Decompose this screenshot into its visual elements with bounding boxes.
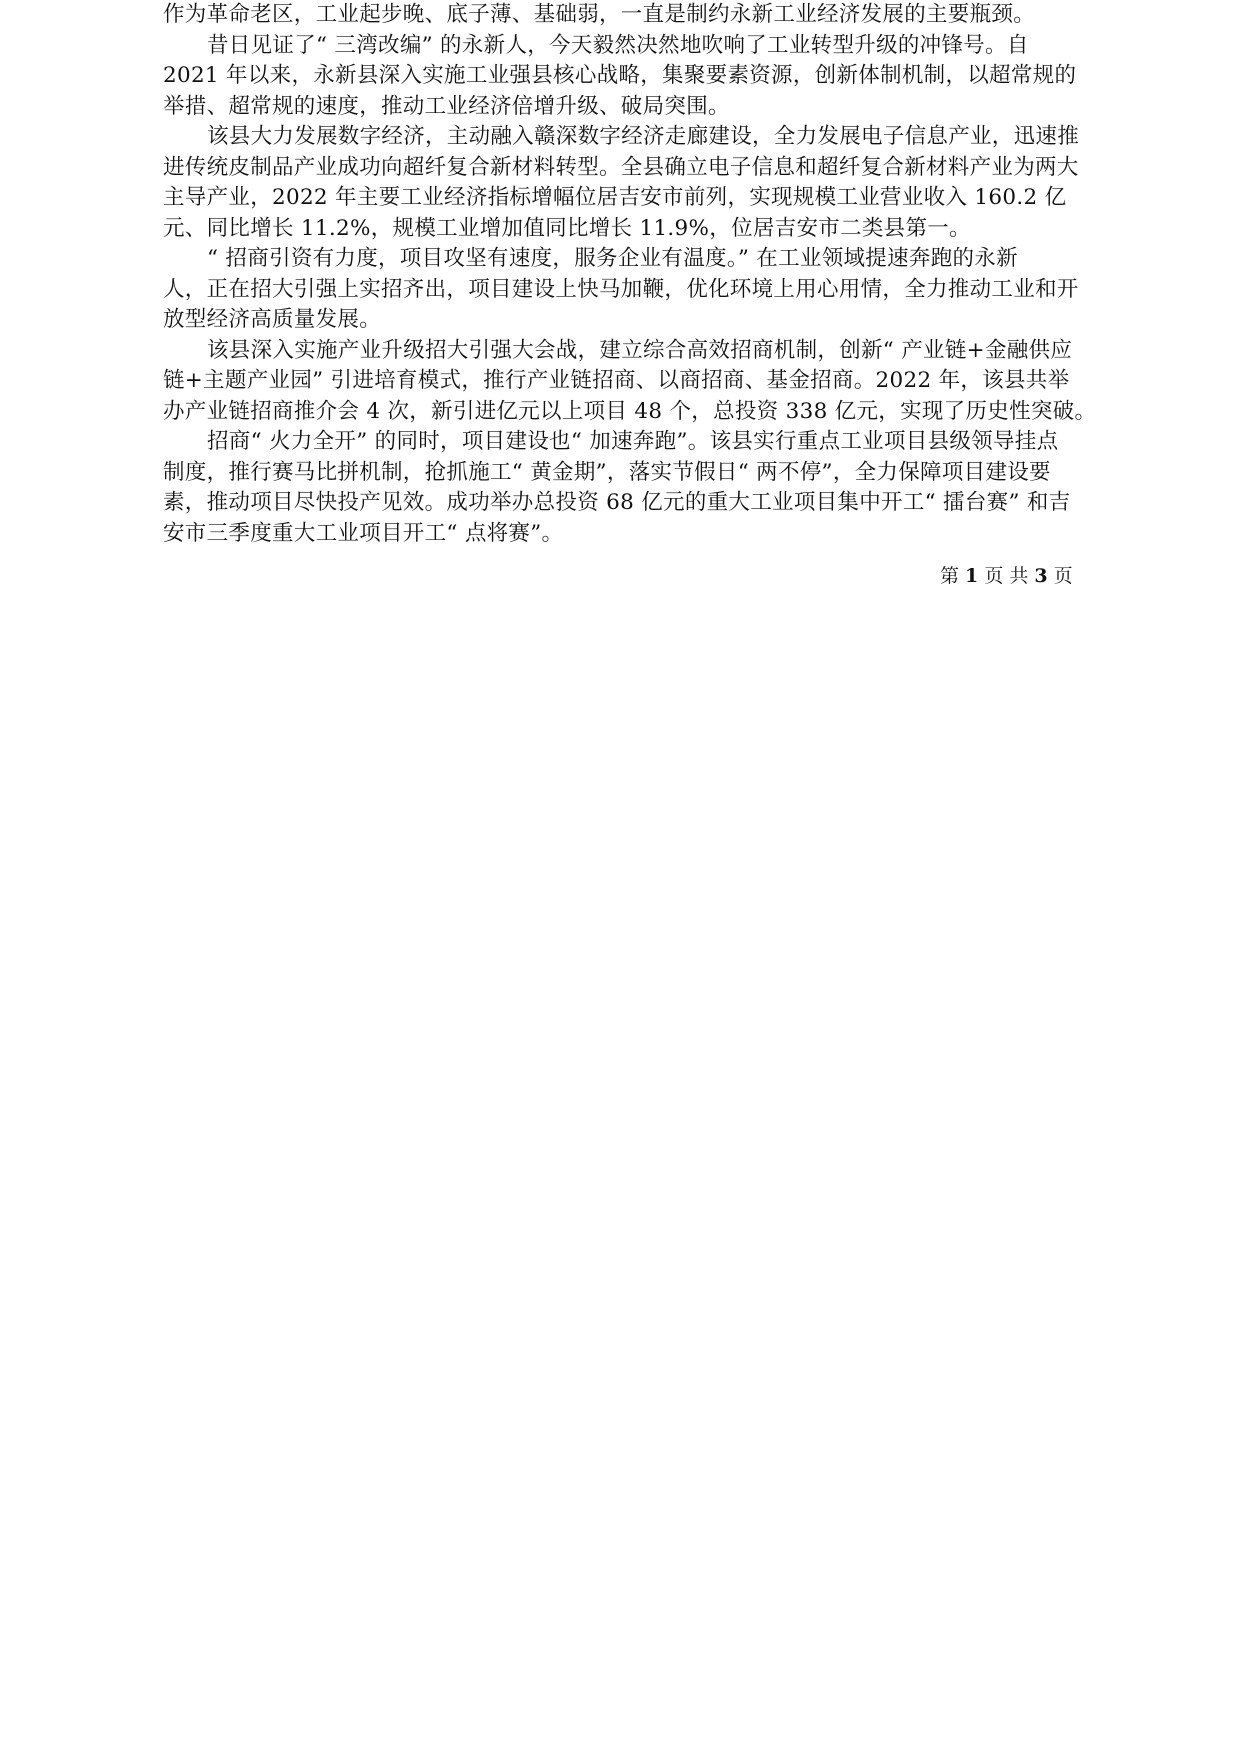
text-line: 安市三季度重大工业项目开工“ 点将赛”。 (163, 520, 564, 546)
footer-prefix: 第 (940, 565, 966, 587)
text-line: 链+主题产业园” 引进培育模式，推行产业链招商、以商招商、基金招商。2022 年，该县共举 (163, 368, 1070, 393)
text-line: 2021 年以来，永新县深入实施工业强县核心战略，集聚要素资源，创新体制机制，以超常规的 (163, 63, 1077, 88)
text-line: 该县大力发展数字经济，主动融入赣深数字经济走廊建设，全力发展电子信息产业，迅速推 (207, 124, 1080, 149)
page-number-footer (940, 564, 1073, 588)
total-pages-number: 3 (1034, 565, 1048, 587)
text-line: 制度，推行赛马比拼机制，抢抓施工“ 黄金期”，落实节假日“ 两不停”，全力保障项目建设要 (163, 459, 1051, 485)
article-body (163, 0, 1097, 549)
text-line: 招商“ 火力全开” 的同时，项目建设也“ 加速奔跑”。该县实行重点工业项目县级领导挂点 (207, 429, 1059, 454)
footer-middle: 页 共 (978, 565, 1035, 587)
text-line: 人，正在招大引强上实招齐出，项目建设上快马加鞭，优化环境上用心用情，全力推动工业和开 (163, 276, 1079, 302)
text-line: 办产业链招商推介会 4 次，新引进亿元以上项目 48 个，总投资 338 亿元，实现了历史性突破。 (163, 398, 1097, 424)
footer-suffix: 页 (1047, 565, 1073, 587)
text-line: 元、同比增长 11.2%，规模工业增加值同比增长 11.9%，位居吉安市二类县第一。 (163, 215, 971, 241)
text-line: “ 招商引资有力度，项目攻坚有速度，服务企业有温度。” 在工业领域提速奔跑的永新 (207, 246, 1018, 271)
text-line: 该县深入实施产业升级招大引强大会战，建立综合高效招商机制，创新“ 产业链+金融供应 (207, 337, 1073, 363)
text-line: 主导产业，2022 年主要工业经济指标增幅位居吉安市前列，实现规模工业营业收入 160.2 亿 (163, 185, 1067, 210)
current-page-number: 1 (965, 565, 979, 587)
text-line: 进传统皮制品产业成功向超纤复合新材料转型。全县确立电子信息和超纤复合新材料产业为两大 (163, 154, 1079, 180)
text-line: 作为革命老区，工业起步晚、底子薄、基础弱，一直是制约永新工业经济发展的主要瓶颈。 (163, 2, 1036, 27)
text-line: 昔日见证了“ 三湾改编” 的永新人，今天毅然决然地吹响了工业转型升级的冲锋号。自 (207, 32, 1029, 58)
text-line: 举措、超常规的速度，推动工业经济倍增升级、破局突围。 (163, 93, 730, 119)
text-line: 素，推动项目尽快投产见效。成功举办总投资 68 亿元的重大工业项目集中开工“ 擂台赛” 和吉 (163, 490, 1071, 515)
text-line: 放型经济高质量发展。 (163, 307, 382, 332)
